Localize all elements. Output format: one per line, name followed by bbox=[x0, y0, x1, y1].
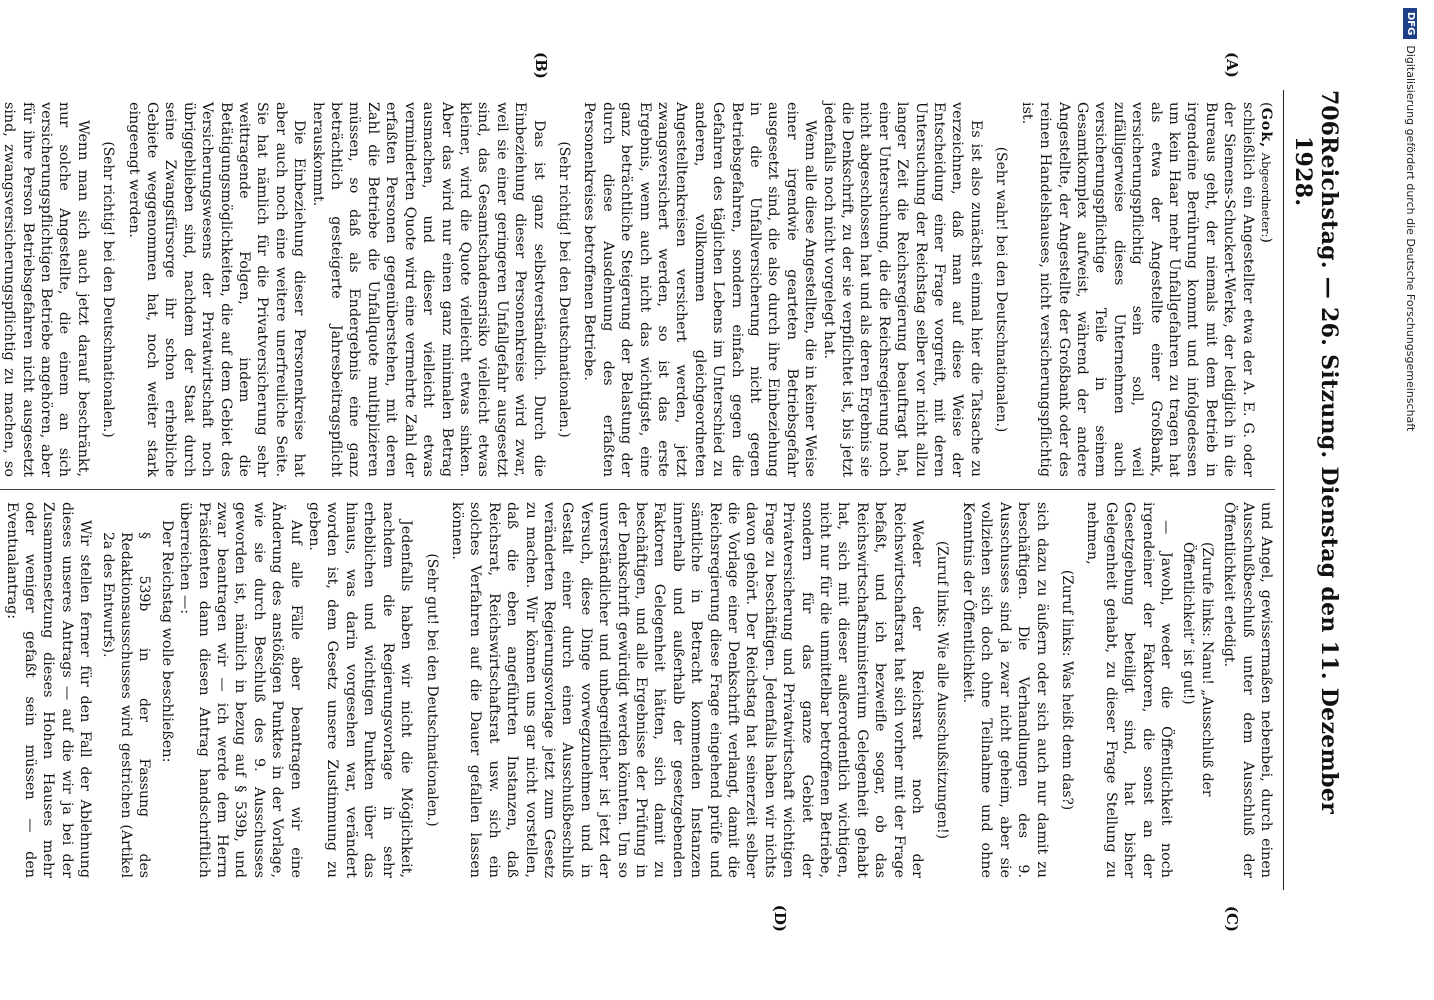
motion-text: § 539b in der Fassung des Redaktionsausschusses wird gestrichen (Artikel 2a des Entwurfs). bbox=[99, 532, 153, 878]
paragraph: Wenn alle diese Angestellten, die in keiner Weise einer irgendwie gearteten Betriebsgefahr ausgesetzt sind, die also durch ihre Einbeziehung in die Unfallversicherung nicht gegen Betriebsgefahren, sondern einfach gegen die Gefahren des täglichen Lebens im Unterschied zu anderen, vollkommen gleichgeordneten Angestelltenkreisen versichert werden, jetzt zwangsversichert werden, so ist das erste Ergebnis, wenn auch nicht das wichtigste, eine ganz beträchtliche Steigerung der Belastung der durch diese Ausdehnung des erfaßten Personenkreises betroffenen Betriebe. bbox=[581, 102, 819, 477]
paragraph: sich dazu zu äußern oder sich auch nur damit zu beschäftigen. Die Verhandlungen des 9. Ausschusses sind ja zwar nicht geheim, aber sie vollziehen sich doch ohne Teilnahme und ohne Kenntnis der Öffentlichkeit. bbox=[959, 502, 1050, 878]
paragraph: — Jawohl, weder die Öffentlichkeit noch irgendeiner der Faktoren, die sonst an der Gesetzgebung beteiligt sind, hat bisher Gelegenheit gehabt, zu dieser Frage Stellung zu nehmen, bbox=[1084, 502, 1174, 878]
interjection: (Sehr wahr! bei den Deutschnationalen.) bbox=[993, 146, 1010, 433]
paragraph: Die Einbeziehung dieser Personenkreise hat aber auch noch eine weitere unerfreuliche Seite. Sie hat nämlich für die Privatversicherung sehr weittragende Folgen, indem die Betätigungsmöglichkeiten, die auf dem Gebiet des Versicherungswesens der Privatwirtschaft noch übriggeblieben sind, nachdem der Staat durch seine Zwangsfürsorge ihr schon erhebliche Gebiete weggenommen hat, noch weiter stark eingeengt werden. bbox=[125, 102, 308, 477]
motion-heading bbox=[0, 502, 2, 878]
speaker-line: (Gok, Abgeordneter:) bbox=[1258, 102, 1274, 243]
speaker-name: Gok, bbox=[1258, 107, 1274, 149]
paragraph: und Angel, gewissermaßen nebenbei, durch einen Ausschußbeschluß unter dem Ausschluß der Öffentlichkeit erledigt. bbox=[1221, 502, 1274, 878]
margin-marker-c: (C) bbox=[1223, 905, 1241, 932]
two-column-body bbox=[0, 52, 1275, 932]
interjection: (Zurufe links: Nanu! „Ausschluß der Öffentlichkeit“ ist gut!) bbox=[1180, 542, 1215, 797]
dfg-logo: DFG bbox=[1403, 8, 1417, 39]
motion-heading: Der Reichstag wolle beschließen: bbox=[158, 520, 175, 763]
interjection: (Zuruf links: Was heißt denn das?) bbox=[1058, 569, 1075, 811]
paragraph: Das ist ganz selbstverständlich. Durch die Einbeziehung dieser Personenkreise wird zwar, weil sie einer geringeren Unfallgefahr ausgesetzt sind, das Gesamtschadensrisiko vielleicht etwas kleiner, wird die Quote vielleicht etwas sinken. Aber das wird nur einen ganz minimalen Betrag ausmachen, und dieser vielleicht etwas verminderten Quote wird eine vermehrte Zahl der erfaßten Personen gegenüberstehen, mit deren Zahl die Betriebe die Unfallquote multiplizieren müssen, so daß als Endergebnis eine ganz beträchtlich gesteigerte Jahresbeitragspflicht herauskommt. bbox=[309, 102, 547, 477]
left-column bbox=[0, 90, 1275, 490]
paragraph: Es ist also zunächst einmal hier die Tatsache zu verzeichnen, daß man auf diese Weise der Entscheidung einer Frage vorgreift, mit deren Untersuchung der Reichstag selber vor nicht allzu langer Zeit die Reichsregierung beauftragt hat, einer Untersuchung, die die Reichsregierung noch nicht abgeschlossen hat und als deren Ergebnis sie die Denkschrift, zu der sie verpflichtet ist, bis jetzt jedenfalls noch nicht vorgelegt hat. bbox=[820, 102, 984, 477]
interjection: (Sehr richtig! bei den Deutschnationalen.) bbox=[100, 141, 117, 438]
paragraph: Auf alle Fälle aber beantragen wir eine Änderung des anstößigen Punktes in der Vorlage, wie sie durch Beschluß des 9. Ausschusses geworden ist, nämlich in bezug auf § 539b, und zwar beantragen wir — ich werde dem Herrn Präsidenten dann diesen Antrag handschriftlich überreichen —: bbox=[177, 502, 304, 878]
interjection: (Sehr richtig! bei den Deutschnationalen.) bbox=[555, 141, 572, 438]
paragraph: schließlich ein Angestellter etwa der A. E. G. oder der Siemens-Schuckert-Werke, der lediglich in die Bureaus geht, der niemals mit dem Betrieb in irgendeine Berührung kommt und infolgedessen um kein Haar mehr Unfallgefahren zu tragen hat als etwa der Angestellte einer Großbank, versicherungspflichtig sein soll, weil zufälligerweise dieses Unternehmen auch versicherungspflichtige Teile in seinem Gesamtkomplex aufweist, während der andere Angestellte, der Angestellte der Großbank oder des reinen Handelshauses, nicht versicherungspflichtig ist. bbox=[1018, 102, 1256, 477]
paragraph: Wir stellen ferner für den Fall der Ablehnung dieses unseres Antrags — auf die wir ja bei der Zusammensetzung dieses Hohen Hauses mehr oder weniger gefaßt sein müssen — den Eventualantrag: bbox=[3, 502, 94, 878]
page-number: 706 bbox=[1316, 90, 1342, 136]
document-page bbox=[2, 0, 1382, 1000]
speaker-role: Abgeordneter: bbox=[1259, 152, 1273, 238]
interjection: (Sehr gut! bei den Deutschnationalen.) bbox=[423, 553, 440, 827]
digitization-credit bbox=[1392, 8, 1428, 992]
right-column bbox=[0, 490, 1275, 890]
credit-text: Digitalisierung gefördert durch die Deutsche Forschungsgemeinschaft bbox=[1404, 45, 1417, 432]
margin-marker-b: (B) bbox=[532, 52, 550, 79]
paragraph: Weder der Reichsrat noch der Reichswirtschaftsrat hat sich vorher mit der Frage befaßt, und ich bezweifle sogar, ob das Reichswirtschaftsministerium Gelegenheit gehabt hat, sich mit dieser außerordentlich wichtigen, nicht nur für die unmittelbar betroffenen Betriebe, sondern für das ganze Gebiet der Privatversicherung und Privatwirtschaft wichtigen Frage zu beschäftigen. Jedenfalls haben wir nichts davon gehört. Der Reichstag hat seinerzeit selber die Vorlage einer Denkschrift verlangt, damit die Reichsregierung diese Frage eingehend prüfe und sämtliche in Betracht kommenden Instanzen innerhalb und außerhalb der gesetzgebenden Faktoren Gelegenheit hätten, sich damit zu beschäftigen, und alle Ergebnisse der Prüfung in der Denkschrift gewürdigt werden könnten. Um so unverständlicher und unbegreiflicher ist jetzt der Versuch, diese Dinge vorwegzunehmen und in Gestalt einer durch einen Ausschußbeschluß veränderten Regierungsvorlage jetzt zum Gesetz zu machen. Wir können uns gar nicht vorstellen, daß die eben angeführten Instanzen, daß Reichsrat, Reichswirtschaftsrat usw. sich ein solches Verfahren auf die Dauer gefallen lassen können. bbox=[448, 502, 926, 878]
margin-marker-a: (A) bbox=[1223, 52, 1241, 78]
interjection: (Zuruf links: Wie alle Ausschußsitzungen!) bbox=[934, 540, 951, 840]
running-title: Reichstag. — 26. Sitzung. Dienstag den 11. Dezember 1928. bbox=[1290, 135, 1342, 815]
margin-marker-d: (D) bbox=[771, 904, 789, 932]
paragraph: Wenn man sich auch jetzt darauf beschränkt, nur solche Angestellte, die einem an sich versicherungspflichtigen Betriebe angehören, aber für ihre Person Betriebsgefahren nicht ausgesetzt sind, zwangsversicherungspflichtig zu machen, so bbox=[1, 102, 91, 477]
paragraph: Jedenfalls haben wir nicht die Möglichkeit, nachdem die Regierungsvorlage in sehr erheblichen und wichtigen Punkten über das hinaus, was darin vorgesehen war, verändert worden ist, dem Gesetz unsere Zustimmung zu geben. bbox=[306, 502, 415, 878]
page-header bbox=[1283, 90, 1342, 890]
